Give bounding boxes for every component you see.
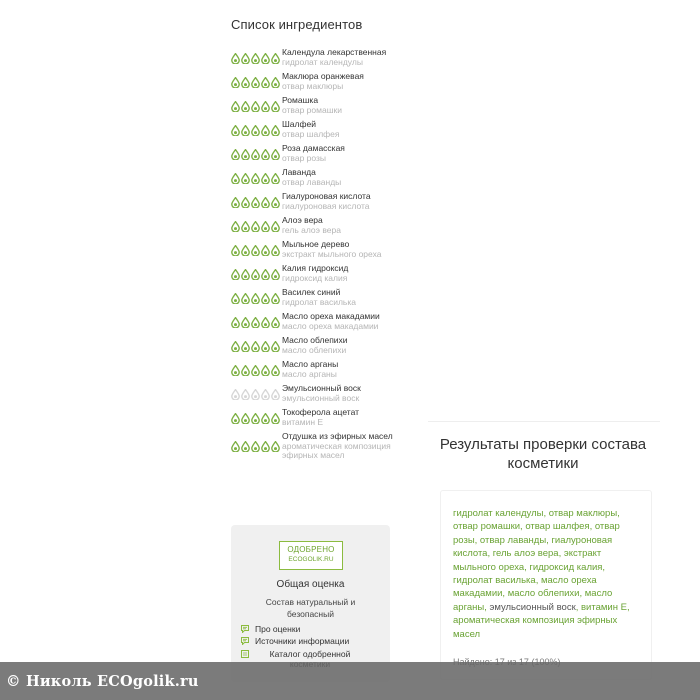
drop-icon [271, 413, 280, 424]
ingredient-row[interactable] [231, 406, 396, 430]
ingredient-subtitle: отвар ромашки [282, 105, 342, 115]
drop-icon [241, 197, 250, 208]
ingredient-text [282, 264, 348, 283]
ingredient-name: Эмульсионный воск [282, 383, 361, 394]
drop-icon [251, 317, 260, 328]
ingredient-subtitle: отвар маклюры [282, 81, 344, 91]
ingredient-subtitle: масло арганы [282, 369, 337, 379]
rating-drops [231, 77, 282, 88]
rating-drops [231, 441, 282, 452]
drop-icon [271, 341, 280, 352]
drop-icon [271, 293, 280, 304]
drop-icon [241, 101, 250, 112]
link-info-sources[interactable] [241, 636, 349, 646]
ingredient-row[interactable] [231, 358, 396, 382]
drop-icon [231, 441, 240, 452]
ingredient-name: Ромашка [282, 95, 319, 106]
ingredient-name: Калия гидроксид [282, 263, 349, 274]
comment-icon [241, 637, 249, 645]
ingredient-row[interactable] [231, 310, 396, 334]
drop-icon [261, 173, 270, 184]
drop-icon [231, 293, 240, 304]
drop-icon [231, 341, 240, 352]
drop-icon [231, 317, 240, 328]
drop-icon [271, 317, 280, 328]
rating-drops [231, 197, 282, 208]
ingredient-row[interactable] [231, 142, 396, 166]
ingredient-row[interactable] [231, 70, 396, 94]
comment-icon [241, 625, 249, 633]
drop-icon [261, 197, 270, 208]
ingredient-subtitle: гиалуроновая кислота [282, 201, 370, 211]
link-about-ratings[interactable] [241, 624, 300, 634]
drop-icon [251, 77, 260, 88]
drop-icon [251, 341, 260, 352]
ingredient-name: Токоферола ацетат [282, 407, 360, 418]
results-segment-green: гидролат календулы, отвар маклюры, отвар ромашки, отвар шалфея, отвар розы, отвар лаванды, гиалуроновая кислота, гель алоэ вера, экстракт мыльного ореха, гидроксид калия, гидролат василька, масло ореха макадамии, масло облепихи, масло арганы, [453, 508, 620, 613]
ingredient-subtitle: отвар розы [282, 153, 327, 163]
link-label: Про оценки [255, 624, 301, 634]
drop-icon [241, 293, 250, 304]
drop-icon [251, 101, 260, 112]
drop-icon [251, 53, 260, 64]
ingredient-text [282, 216, 341, 235]
rating-drops [231, 173, 282, 184]
drop-icon [241, 269, 250, 280]
drop-icon [231, 389, 240, 400]
drop-icon [251, 389, 260, 400]
drop-icon [241, 173, 250, 184]
ingredient-text [282, 96, 342, 115]
drop-icon [271, 53, 280, 64]
drop-icon [271, 173, 280, 184]
ingredients-title: Список ингредиентов [231, 17, 363, 32]
drop-icon [241, 77, 250, 88]
drop-icon [241, 341, 250, 352]
section-divider [428, 421, 660, 422]
ingredient-text [282, 72, 364, 91]
drop-icon [271, 389, 280, 400]
drop-icon [231, 101, 240, 112]
rating-drops [231, 125, 282, 136]
drop-icon [251, 197, 260, 208]
ingredient-name: Масло ореха макадамии [282, 311, 380, 322]
link-label: Источники информации [255, 636, 350, 646]
drop-icon [261, 149, 270, 160]
drop-icon [241, 389, 250, 400]
drop-icon [261, 317, 270, 328]
drop-icon [241, 365, 250, 376]
ingredient-name: Маклюра оранжевая [282, 71, 364, 82]
drop-icon [251, 221, 260, 232]
approved-stamp [279, 541, 343, 570]
rating-drops [231, 365, 282, 376]
ingredient-text [282, 312, 380, 331]
ingredient-text [282, 288, 356, 307]
drop-icon [251, 441, 260, 452]
drop-icon [231, 269, 240, 280]
ingredient-name: Мыльное дерево [282, 239, 350, 250]
rating-drops [231, 389, 282, 400]
drop-icon [231, 413, 240, 424]
ingredient-text [282, 408, 359, 427]
drop-icon [251, 413, 260, 424]
ingredient-row[interactable] [231, 214, 396, 238]
ingredient-row[interactable] [231, 262, 396, 286]
drop-icon [241, 125, 250, 136]
drop-icon [261, 125, 270, 136]
drop-icon [271, 269, 280, 280]
drop-icon [261, 293, 270, 304]
ingredient-name: Шалфей [282, 119, 316, 130]
drop-icon [231, 77, 240, 88]
ingredient-subtitle: масло ореха макадамии [282, 321, 379, 331]
ingredient-row[interactable] [231, 190, 396, 214]
ingredient-subtitle: экстракт мыльного ореха [282, 249, 382, 259]
drop-icon [241, 413, 250, 424]
stamp-line-2: ECOGOLIK.RU [288, 556, 334, 563]
drop-icon [271, 365, 280, 376]
drop-icon [261, 389, 270, 400]
ingredient-row[interactable] [231, 238, 396, 262]
rating-drops [231, 341, 282, 352]
drop-icon [251, 173, 260, 184]
drop-icon [231, 221, 240, 232]
ingredient-subtitle: витамин Е [282, 417, 324, 427]
ingredient-text [282, 48, 386, 67]
catalog-icon [241, 650, 249, 658]
results-segment-green: , витамин Е, ароматическая композиция эфирных масел [453, 601, 630, 640]
drop-icon [261, 413, 270, 424]
ingredient-row[interactable] [231, 166, 396, 190]
drop-icon [261, 341, 270, 352]
results-segment-dark: эмульсионный воск [489, 601, 576, 613]
ingredient-subtitle: гель алоэ вера [282, 225, 341, 235]
drop-icon [231, 149, 240, 160]
rating-drops [231, 149, 282, 160]
ingredient-row[interactable] [231, 118, 396, 142]
results-ingredients-text [453, 507, 643, 641]
drop-icon [231, 173, 240, 184]
ingredient-subtitle: ароматическая композиция эфирных масел [282, 440, 391, 461]
results-title: Результаты проверки состава косметики [439, 436, 647, 472]
ingredient-name: Календула лекарственная [282, 47, 387, 58]
drop-icon [271, 101, 280, 112]
drop-icon [271, 125, 280, 136]
drop-icon [251, 125, 260, 136]
drop-icon [271, 197, 280, 208]
rating-drops [231, 293, 282, 304]
ingredient-row[interactable] [231, 94, 396, 118]
ingredient-row[interactable] [231, 334, 396, 358]
drop-icon [231, 197, 240, 208]
ingredient-text [282, 360, 338, 379]
ingredient-text [282, 336, 348, 355]
ingredient-subtitle: эмульсионный воск [282, 393, 360, 403]
drop-icon [231, 365, 240, 376]
ingredient-row[interactable] [231, 46, 396, 70]
ingredient-subtitle: гидролат календулы [282, 57, 363, 67]
drop-icon [241, 245, 250, 256]
drop-icon [241, 441, 250, 452]
link-label: Каталог одобренной [269, 649, 351, 659]
ingredient-subtitle: гидроксид калия [282, 273, 348, 283]
rating-drops [231, 221, 282, 232]
rating-drops [231, 53, 282, 64]
ingredient-row[interactable] [231, 286, 396, 310]
watermark-footer [0, 662, 700, 700]
overall-score-heading: Общая оценка [276, 579, 345, 590]
drop-icon [271, 441, 280, 452]
drop-icon [271, 149, 280, 160]
drop-icon [241, 53, 250, 64]
drop-icon [251, 365, 260, 376]
ingredient-name: Гиалуроновая кислота [282, 191, 371, 202]
score-card [231, 525, 390, 682]
drop-icon [241, 317, 250, 328]
rating-drops [231, 269, 282, 280]
rating-drops [231, 101, 282, 112]
ingredient-subtitle: отвар шалфея [282, 129, 340, 139]
drop-icon [261, 53, 270, 64]
ingredient-subtitle: отвар лаванды [282, 177, 342, 187]
drop-icon [271, 77, 280, 88]
ingredient-text [282, 432, 396, 461]
ingredient-text [282, 120, 340, 139]
drop-icon [231, 245, 240, 256]
rating-drops [231, 245, 282, 256]
drop-icon [251, 269, 260, 280]
ingredient-list [231, 46, 396, 463]
drop-icon [251, 149, 260, 160]
ingredient-name: Масло облепихи [282, 335, 348, 346]
ingredient-text [282, 192, 371, 211]
drop-icon [241, 149, 250, 160]
drop-icon [261, 441, 270, 452]
results-box [440, 490, 652, 680]
ingredient-text [282, 144, 345, 163]
ingredient-subtitle: масло облепихи [282, 345, 347, 355]
drop-icon [261, 365, 270, 376]
drop-icon [261, 221, 270, 232]
drop-icon [231, 125, 240, 136]
drop-icon [251, 293, 260, 304]
ingredient-name: Василек синий [282, 287, 341, 298]
ingredient-text [282, 384, 361, 403]
ingredient-text [282, 168, 341, 187]
rating-drops [231, 317, 282, 328]
drop-icon [261, 77, 270, 88]
footer-text: © Николь ECOgolik.ru [6, 672, 199, 690]
drop-icon [271, 221, 280, 232]
ingredient-name: Алоэ вера [282, 215, 323, 226]
rating-drops [231, 413, 282, 424]
ingredient-row[interactable] [231, 430, 396, 463]
stamp-line-1: ОДОБРЕНО [287, 545, 335, 554]
drop-icon [241, 221, 250, 232]
ingredient-text [282, 240, 381, 259]
ingredient-name: Отдушка из эфирных масел [282, 431, 393, 441]
drop-icon [231, 53, 240, 64]
drop-icon [251, 245, 260, 256]
ingredient-name: Роза дамасская [282, 143, 345, 154]
drop-icon [271, 245, 280, 256]
overall-score-description: Состав натуральный и безопасный [265, 597, 356, 619]
drop-icon [261, 269, 270, 280]
drop-icon [261, 245, 270, 256]
drop-icon [261, 101, 270, 112]
ingredient-name: Лаванда [282, 167, 316, 178]
ingredient-name: Масло арганы [282, 359, 339, 370]
ingredient-row[interactable] [231, 382, 396, 406]
ingredient-subtitle: гидролат василька [282, 297, 356, 307]
